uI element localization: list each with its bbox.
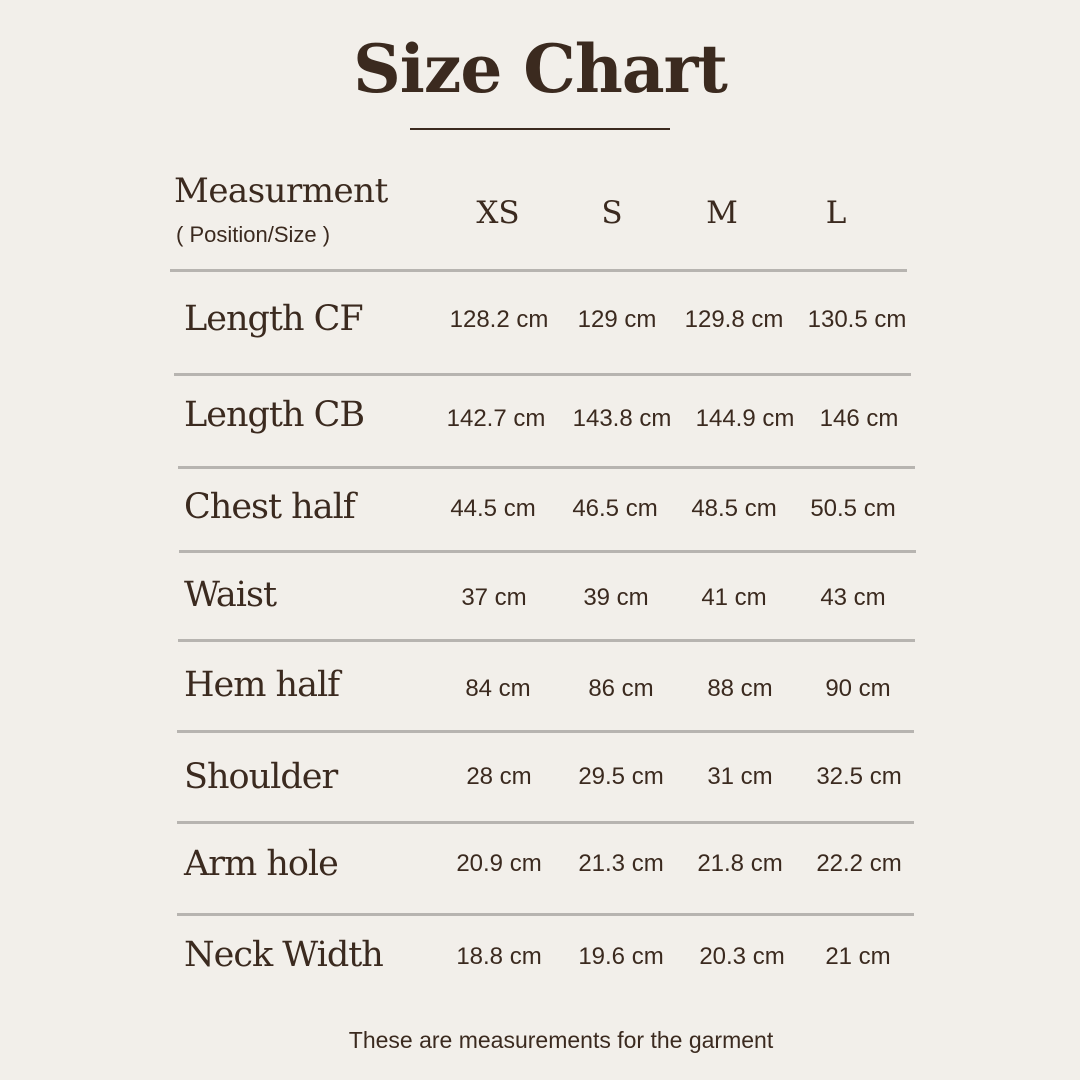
row-divider: [174, 373, 911, 376]
row-divider: [178, 466, 915, 469]
cell-chest-half-l: 50.5 cm: [810, 495, 896, 522]
cell-arm-hole-l: 22.2 cm: [816, 850, 902, 877]
cell-neck-width-xs: 18.8 cm: [456, 943, 542, 970]
cell-waist-m: 41 cm: [701, 584, 767, 611]
row-label-shoulder: Shoulder: [184, 757, 338, 797]
cell-length-cf-s: 129 cm: [577, 306, 657, 333]
size-header-xs: XS: [476, 195, 520, 231]
size-header-s: S: [601, 195, 623, 231]
cell-neck-width-m: 20.3 cm: [699, 943, 785, 970]
page-title: Size Chart: [353, 30, 727, 108]
title-underline: [410, 128, 670, 130]
row-label-arm-hole: Arm hole: [184, 844, 338, 884]
row-label-waist: Waist: [184, 575, 277, 615]
cell-length-cb-m: 144.9 cm: [695, 405, 795, 432]
cell-hem-half-s: 86 cm: [588, 675, 654, 702]
cell-chest-half-s: 46.5 cm: [572, 495, 658, 522]
cell-length-cb-s: 143.8 cm: [572, 405, 672, 432]
cell-shoulder-s: 29.5 cm: [578, 763, 664, 790]
size-header-l: L: [825, 195, 847, 231]
row-label-hem-half: Hem half: [184, 665, 340, 705]
cell-hem-half-m: 88 cm: [707, 675, 773, 702]
row-divider: [178, 639, 915, 642]
cell-arm-hole-xs: 20.9 cm: [456, 850, 542, 877]
cell-chest-half-xs: 44.5 cm: [450, 495, 536, 522]
position-size-header: ( Position/Size ): [176, 222, 331, 247]
cell-hem-half-l: 90 cm: [825, 675, 891, 702]
cell-shoulder-l: 32.5 cm: [816, 763, 902, 790]
cell-length-cf-xs: 128.2 cm: [449, 306, 549, 333]
header-divider: [170, 269, 907, 272]
row-label-length-cf: Length CF: [184, 299, 363, 339]
cell-neck-width-l: 21 cm: [825, 943, 891, 970]
cell-length-cf-m: 129.8 cm: [684, 306, 784, 333]
row-divider: [179, 550, 916, 553]
row-label-chest-half: Chest half: [184, 487, 355, 527]
size-header-m: M: [706, 195, 738, 231]
cell-length-cb-l: 146 cm: [819, 405, 899, 432]
measurement-header: Measurment: [174, 171, 388, 211]
row-label-length-cb: Length CB: [184, 395, 365, 435]
cell-chest-half-m: 48.5 cm: [691, 495, 777, 522]
row-divider: [177, 913, 914, 916]
cell-neck-width-s: 19.6 cm: [578, 943, 664, 970]
cell-shoulder-xs: 28 cm: [466, 763, 532, 790]
cell-hem-half-xs: 84 cm: [465, 675, 531, 702]
row-divider: [177, 821, 914, 824]
cell-arm-hole-s: 21.3 cm: [578, 850, 664, 877]
cell-waist-s: 39 cm: [583, 584, 649, 611]
row-divider: [177, 730, 914, 733]
cell-shoulder-m: 31 cm: [707, 763, 773, 790]
cell-length-cf-l: 130.5 cm: [807, 306, 907, 333]
cell-waist-l: 43 cm: [820, 584, 886, 611]
footnote: These are measurements for the garment: [348, 1027, 774, 1053]
cell-length-cb-xs: 142.7 cm: [446, 405, 546, 432]
cell-arm-hole-m: 21.8 cm: [697, 850, 783, 877]
row-label-neck-width: Neck Width: [184, 935, 383, 975]
cell-waist-xs: 37 cm: [461, 584, 527, 611]
